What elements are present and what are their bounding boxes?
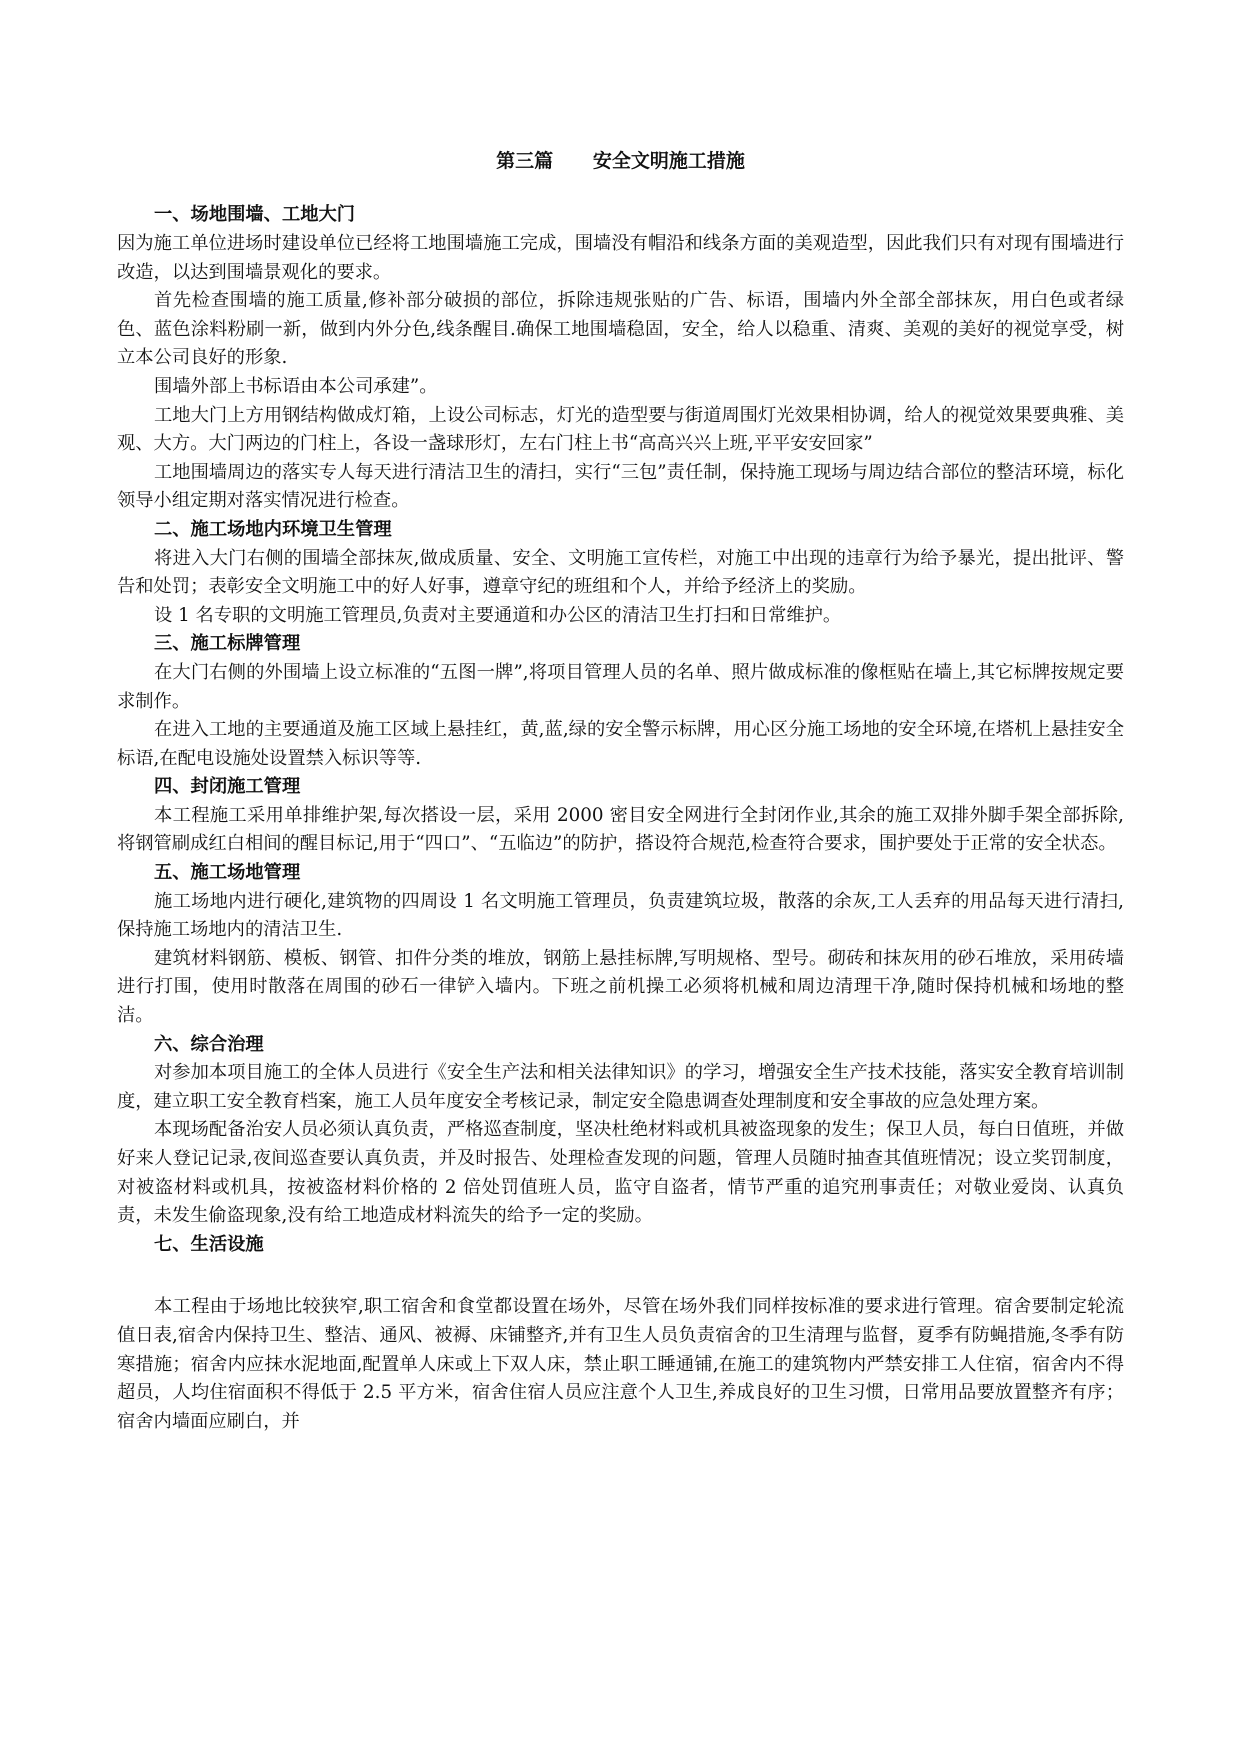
paragraph: 因为施工单位进场时建设单位已经将工地围墙施工完成，围墙没有帽沿和线条方面的美观造型，因此我们只有对现有围墙进行改造，以达到围墙景观化的要求。 — [117, 233, 1124, 283]
paragraph: 围墙外部上书标语由本公司承建”。 — [154, 375, 438, 397]
paragraph: 将进入大门右侧的围墙全部抹灰,做成质量、安全、文明施工宣传栏，对施工中出现的违章行为给予暴光，提出批评、警告和处罚；表彰安全文明施工中的好人好事，遵章守纪的班组和个人，并给予经济上的奖励。 — [117, 547, 1124, 598]
paragraph: 对参加本项目施工的全体人员进行《安全生产法和相关法律知识》的学习，增强安全生产技术技能，落实安全教育培训制度，建立职工安全教育档案，施工人员年度安全考核记录，制定安全隐患调查处理制度和安全事故的应急处理方案。 — [117, 1062, 1124, 1112]
section-heading: 六、综合治理 — [154, 1033, 264, 1055]
paragraph: 在进入工地的主要通道及施工区域上悬挂红，黄,蓝,绿的安全警示标牌，用心区分施工场地的安全环境,在塔机上悬挂安全标语,在配电设施处设置禁入标识等等. — [117, 719, 1124, 769]
section-heading: 七、生活设施 — [154, 1233, 264, 1255]
paragraph: 设 1 名专职的文明施工管理员,负责对主要通道和办公区的清洁卫生打扫和日常维护。 — [154, 604, 842, 626]
section-heading: 二、施工场地内环境卫生管理 — [154, 518, 392, 540]
paragraph: 本工程施工采用单排维护架,每次搭设一层，采用 2000 密目安全网进行全封闭作业,其余的施工双排外脚手架全部拆除,将钢管刷成红白相间的醒目标记,用于“四口”、“五临边”的防护，搭设符合规范,检查符合要求，围护要处于正常的安全状态。 — [117, 804, 1124, 855]
paragraph: 工地围墙周边的落实专人每天进行清洁卫生的清扫，实行“三包”责任制，保持施工现场与周边结合部位的整洁环境，标化领导小组定期对落实情况进行检查。 — [117, 461, 1124, 512]
paragraph: 在大门右侧的外围墙上设立标准的“五图一牌”,将项目管理人员的名单、照片做成标准的像框贴在墙上,其它标牌按规定要求制作。 — [117, 661, 1124, 712]
section-heading: 一、场地围墙、工地大门 — [154, 204, 356, 225]
paragraph: 建筑材料钢筋、模板、钢管、扣件分类的堆放，钢筋上悬挂标牌,写明规格、型号。砌砖和抹灰用的砂石堆放，采用砖墙进行打围，使用时散落在周围的砂石一律铲入墙内。下班之前机操工必须将机械和周边清理干净,随时保持机械和场地的整洁。 — [117, 947, 1124, 1027]
paragraph: 施工场地内进行硬化,建筑物的四周设 1 名文明施工管理员，负责建筑垃圾，散落的余灰,工人丢弃的用品每天进行清扫,保持施工场地内的清洁卫生. — [117, 890, 1124, 941]
paragraph: 首先检查围墙的施工质量,修补部分破损的部位，拆除违规张贴的广告、标语，围墙内外全部全部抹灰，用白色或者绿色、蓝色涂料粉刷一新，做到内外分色,线条醒目.确保工地围墙稳固，安全，给人以稳重、清爽、美观的美好的视觉享受，树立本公司良好的形象. — [117, 290, 1124, 369]
paragraph: 工地大门上方用钢结构做成灯箱，上设公司标志，灯光的造型要与街道周围灯光效果相协调，给人的视觉效果要典雅、美观、大方。大门两边的门柱上，各设一盏球形灯，左右门柱上书“高高兴兴上班,平平安安回家” — [117, 404, 1124, 455]
paragraph: 本工程由于场地比较狭窄,职工宿舍和食堂都设置在场外，尽管在场外我们同样按标准的要求进行管理。宿舍要制定轮流值日表,宿舍内保持卫生、整洁、通风、被褥、床铺整齐,并有卫生人员负责宿舍的卫生清理与监督，夏季有防蝇措施,冬季有防寒措施；宿舍内应抹水泥地面,配置单人床或上下双人床，禁止职工睡通铺,在施工的建筑物内严禁安排工人住宿，宿舍内不得超员，人均住宿面积不得低于 2.5 平方米，宿舍住宿人员应注意个人卫生,养成良好的卫生习惯，日常用品要放置整齐有序；宿舍内墙面应刷白，并 — [117, 1296, 1124, 1432]
paragraph: 本现场配备治安人员必须认真负责，严格巡查制度，坚决杜绝材料或机具被盗现象的发生；保卫人员，每白日值班，并做好来人登记记录,夜间巡查要认真负责，并及时报告、处理检查发现的问题，管理人员随时抽查其值班情况；设立奖罚制度，对被盗材料或机具，按被盗材料价格的 2 倍处罚值班人员，监守自盗者，情节严重的追究刑事责任；对敬业爱岗、认真负责，未发生偷盗现象,没有给工地造成材料流失的给予一定的奖励。 — [117, 1119, 1124, 1227]
document-body — [117, 200, 1124, 1436]
section-heading: 五、施工场地管理 — [154, 862, 301, 884]
section-heading: 三、施工标牌管理 — [154, 633, 301, 655]
section-heading: 四、封闭施工管理 — [154, 776, 301, 798]
document-title: 第三篇 安全文明施工措施 — [496, 150, 745, 172]
